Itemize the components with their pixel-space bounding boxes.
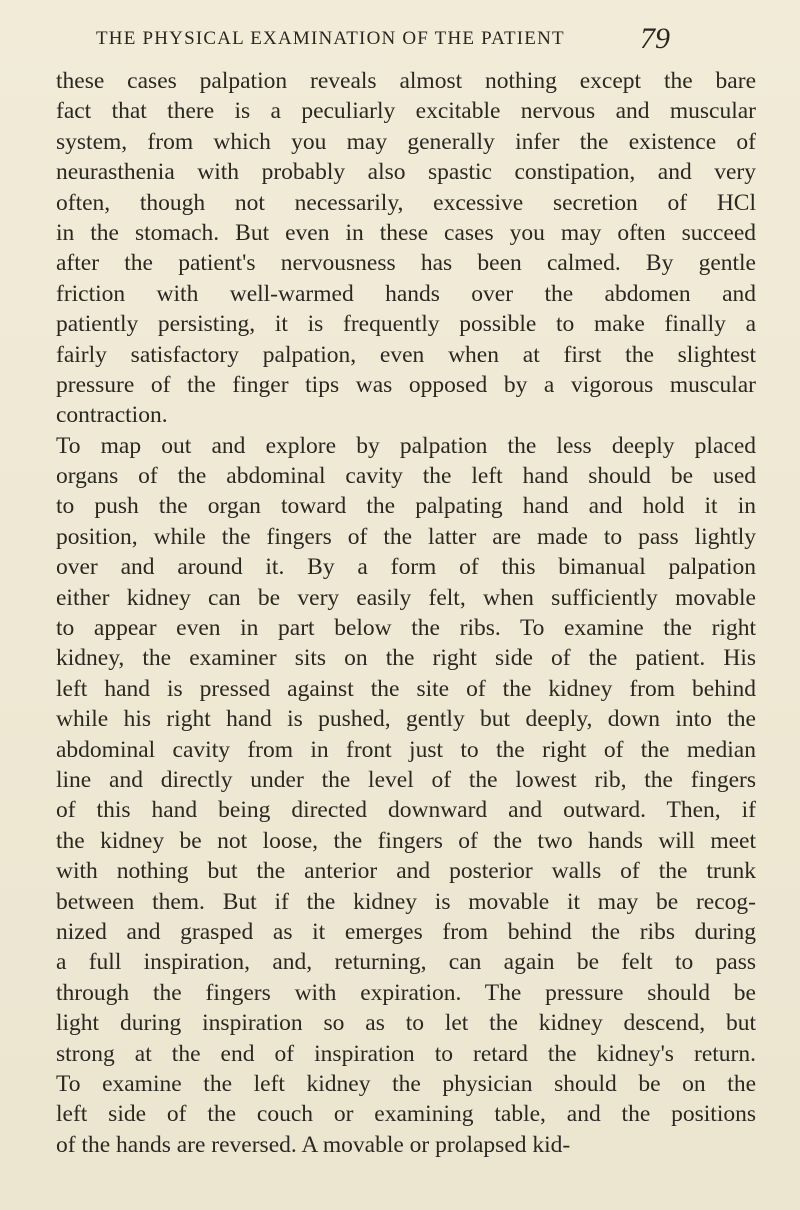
text-line: left hand is pressed against the site of the kidney from behind bbox=[56, 675, 756, 702]
text-line: strong at the end of inspiration to retard the kidney's return. bbox=[56, 1040, 756, 1067]
text-line: nized and grasped as it emerges from behind the ribs during bbox=[56, 918, 756, 945]
text-line: of the hands are reversed. A movable or prolapsed kid- bbox=[56, 1131, 571, 1158]
text-line: position, while the fingers of the latter are made to pass lightly bbox=[56, 523, 756, 550]
text-line: of this hand being directed downward and outward. Then, if bbox=[56, 797, 756, 824]
text-line: often, though not necessarily, excessive secretion of HCl bbox=[56, 189, 756, 216]
text-line: after the patient's nervousness has been calmed. By gentle bbox=[56, 250, 756, 277]
text-line: system, from which you may generally infer the existence of bbox=[56, 128, 756, 155]
text-line: To examine the left kidney the physician should be on the bbox=[56, 1070, 756, 1097]
text-line: between them. But if the kidney is movable it may be recog- bbox=[56, 888, 756, 915]
text-line: abdominal cavity from in front just to the right of the median bbox=[56, 736, 756, 763]
page-number: 79 bbox=[640, 22, 670, 55]
text-line: neurasthenia with probably also spastic constipation, and very bbox=[56, 159, 756, 186]
running-head-title: THE PHYSICAL EXAMINATION OF THE PATIENT bbox=[96, 28, 565, 49]
text-line: with nothing but the anterior and posterior walls of the trunk bbox=[56, 858, 756, 885]
text-line: kidney, the examiner sits on the right side of the patient. His bbox=[56, 645, 756, 672]
text-line: these cases palpation reveals almost nothing except the bare bbox=[56, 68, 756, 94]
text-line: a full inspiration, and, returning, can again be felt to pass bbox=[56, 949, 756, 976]
text-line: over and around it. By a form of this bimanual palpation bbox=[56, 554, 756, 581]
text-line: left side of the couch or examining table, and the positions bbox=[56, 1101, 756, 1128]
text-line: to appear even in part below the ribs. To examine the right bbox=[56, 615, 756, 642]
text-line: patiently persisting, it is frequently possible to make finally a bbox=[56, 311, 756, 338]
text-line: contraction. bbox=[56, 402, 168, 429]
text-line: fact that there is a peculiarly excitable nervous and muscular bbox=[56, 98, 756, 125]
text-line: pressure of the finger tips was opposed by a vigorous muscular bbox=[56, 371, 756, 398]
text-line: through the fingers with expiration. The pressure should be bbox=[56, 979, 756, 1006]
text-line: in the stomach. But even in these cases you may often succeed bbox=[56, 219, 756, 246]
body-text bbox=[56, 66, 756, 1160]
text-line: fairly satisfactory palpation, even when at first the slightest bbox=[56, 341, 756, 368]
text-line: to push the organ toward the palpating hand and hold it in bbox=[56, 493, 756, 520]
text-line: organs of the abdominal cavity the left hand should be used bbox=[56, 463, 756, 490]
text-line: either kidney can be very easily felt, when sufficiently movable bbox=[56, 584, 756, 611]
text-line: while his right hand is pushed, gently but deeply, down into the bbox=[56, 706, 756, 733]
text-line: To map out and explore by palpation the less deeply placed bbox=[56, 432, 756, 459]
text-line: line and directly under the level of the lowest rib, the fingers bbox=[56, 766, 756, 793]
text-line: the kidney be not loose, the fingers of the two hands will meet bbox=[56, 827, 756, 854]
text-line: friction with well-warmed hands over the abdomen and bbox=[56, 280, 756, 307]
text-line: light during inspiration so as to let the kidney descend, but bbox=[56, 1010, 756, 1037]
